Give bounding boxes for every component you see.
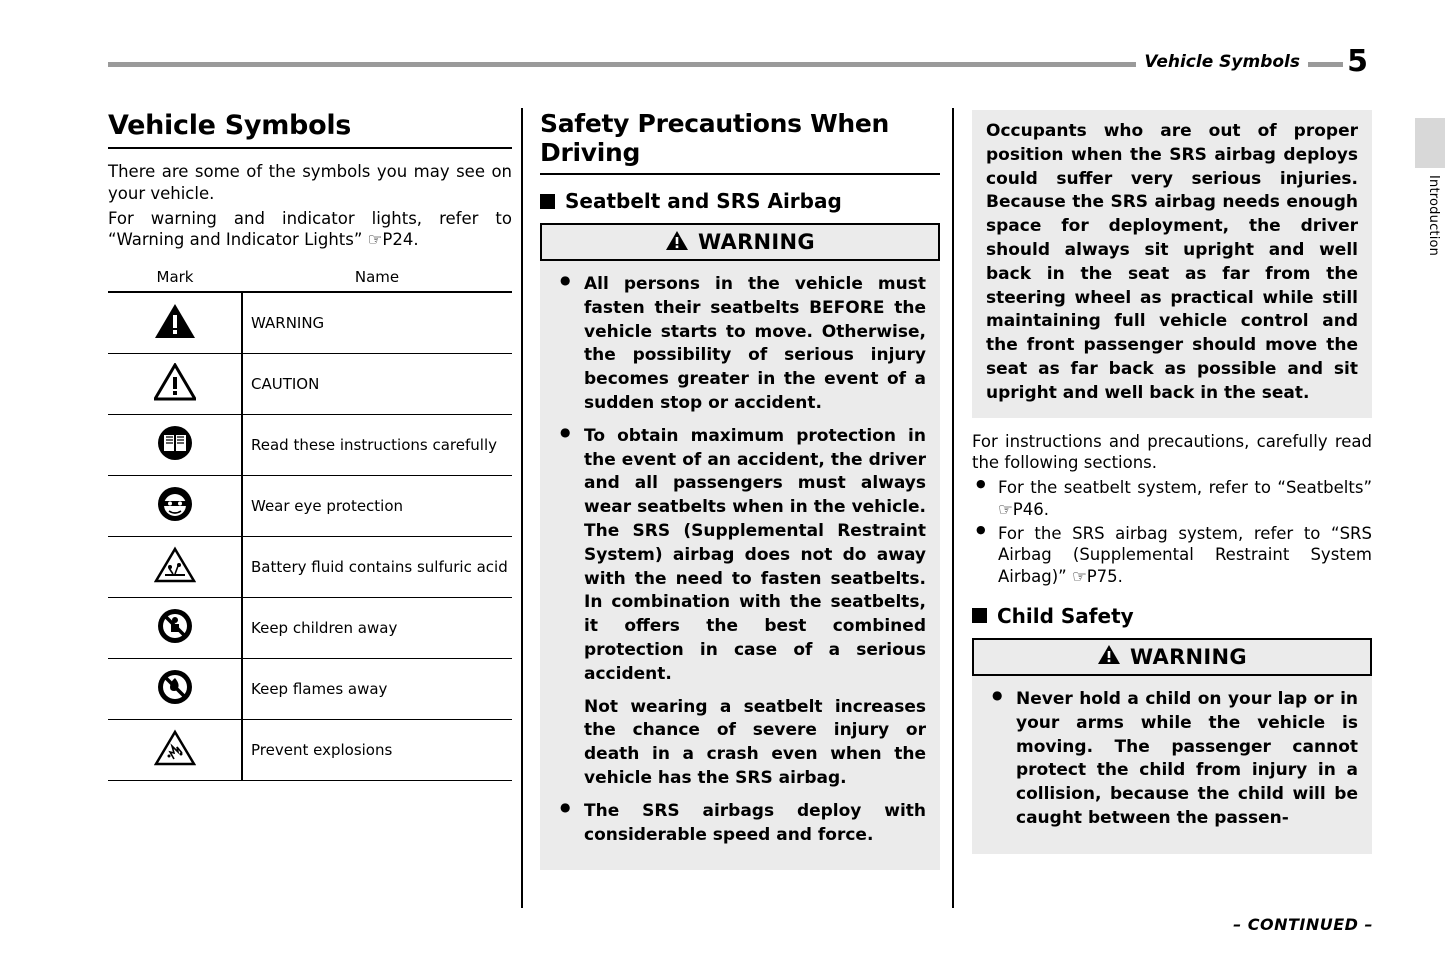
symbol-name: Keep flames away [242,659,512,720]
symbol-cell [108,476,242,537]
symbol-name: Wear eye protection [242,476,512,537]
continued-warning-box: Occupants who are out of proper position when the SRS airbag deploys could suffer very serious injuries. Because the SRS airbag needs enough space for deployment, the driver should always sit upright and well back in the seat as far from the steering wheel as practical while still maintaining full vehicle control and the front passenger should move the seat as far back as possible and sit upright and well back in the seat. [972,110,1372,418]
page-header [108,44,1372,79]
table-header-row [108,265,512,292]
subsection-child-safety [972,604,1372,628]
instruction-reference-list [972,477,1372,588]
keep-children-away-icon [156,607,194,649]
list-item [554,273,926,416]
table-row [108,354,512,415]
column-vehicle-symbols [108,110,512,781]
warning-banner [972,638,1372,676]
bullet-text: All persons in the vehicle must fasten their seatbelts BEFORE the vehicle starts to move. Otherwise, the possibility of serious injury becomes greater in the event of a sudden stop or accident. [584,274,926,413]
symbol-cell [108,292,242,354]
section-tab-label: Introduction [1426,175,1441,257]
bullet-continuation: Not wearing a seatbelt increases the chance of severe injury or death in a crash even when the vehicle has the SRS airbag. [584,696,926,788]
safety-title-underline [540,173,940,175]
list-item [554,800,926,848]
list-item: ● For the SRS airbag system, refer to “SRS Airbag (Supplemental Restraint System Airbag)” ☞P75. [972,523,1372,588]
warning-bullet-list [554,273,926,847]
subsection-label: Seatbelt and SRS Airbag [565,189,842,213]
symbol-cell [108,720,242,781]
battery-acid-icon [154,546,196,588]
title-underline [108,147,512,149]
subsection-label: Child Safety [997,603,1134,628]
symbol-cell [108,415,242,476]
symbol-name: Keep children away [242,598,512,659]
symbol-name: WARNING [242,292,512,354]
list-item: ● Never hold a child on your lap or in your arms while the vehicle is moving. The passenger cannot protect the child from injury in a collision, because the child will be caught between the passen- [986,688,1358,831]
table-row [108,476,512,537]
column-header-name: Name [242,265,512,292]
warning-triangle-icon [665,230,689,255]
table-row [108,537,512,598]
subsection-seatbelt-srs [540,189,940,213]
column-divider-1 [521,108,523,908]
keep-flames-away-icon [156,668,194,710]
page-number: 5 [1343,44,1372,79]
symbol-name: CAUTION [242,354,512,415]
warning-content [972,676,1372,854]
column-header-mark: Mark [108,265,242,292]
symbol-name: Read these instructions carefully [242,415,512,476]
read-instructions-book-icon [156,424,194,466]
intro-paragraph-1: There are some of the symbols you may see on your vehicle. [108,162,512,203]
table-row [108,720,512,781]
list-item: ● For the seatbelt system, refer to “Seatbelts” ☞P46. [972,477,1372,521]
header-chapter-title: Vehicle Symbols [1136,52,1308,72]
caution-triangle-outline-icon [154,363,196,405]
safety-section-title: Safety Precautions When Driving [540,109,890,167]
warning-label: WARNING [698,230,815,254]
column-continued-warning [972,110,1372,854]
eye-protection-goggles-icon [156,485,194,527]
warning-banner [540,223,940,261]
instructions-paragraph: For instructions and precautions, carefully read the following sections. [972,431,1372,473]
warning-content [540,261,940,870]
page-title: Vehicle Symbols [108,110,352,141]
table-row [108,598,512,659]
table-row [108,659,512,720]
intro-paragraph-2: For warning and indicator lights, refer to “Warning and Indicator Lights” ☞P24. [108,208,512,250]
warning-bullet-list [986,688,1358,831]
bullet-text: The SRS airbags deploy with considerable speed and force. [584,800,926,845]
list-item [554,425,926,791]
symbol-name: Battery fluid contains sulfuric acid [242,537,512,598]
table-row [108,415,512,476]
column-divider-2 [952,108,954,908]
warning-triangle-icon [1097,644,1121,669]
table-row [108,292,512,354]
bullet-square-icon [540,194,555,209]
section-tab-marker [1415,118,1445,168]
warning-triangle-filled-icon [154,302,196,344]
column-safety-precautions [540,110,940,870]
symbol-cell [108,598,242,659]
bullet-text: To obtain maximum protection in the event of an accident, the driver and all passengers must always wear seatbelts when in the vehicle. The SRS (Supplemental Restraint System) airbag does not do away with the need to fasten seatbelts. In combination with the seatbelts, it offers the best combined protection in case of a serious accident. [584,425,926,684]
symbol-name: Prevent explosions [242,720,512,781]
symbol-cell [108,354,242,415]
symbol-cell [108,537,242,598]
symbol-cell [108,659,242,720]
vehicle-symbols-table [108,265,512,781]
bullet-square-icon [972,608,987,623]
prevent-explosions-icon [154,729,196,771]
continued-footer: – CONTINUED – [1233,915,1373,934]
warning-label: WARNING [1130,644,1247,669]
